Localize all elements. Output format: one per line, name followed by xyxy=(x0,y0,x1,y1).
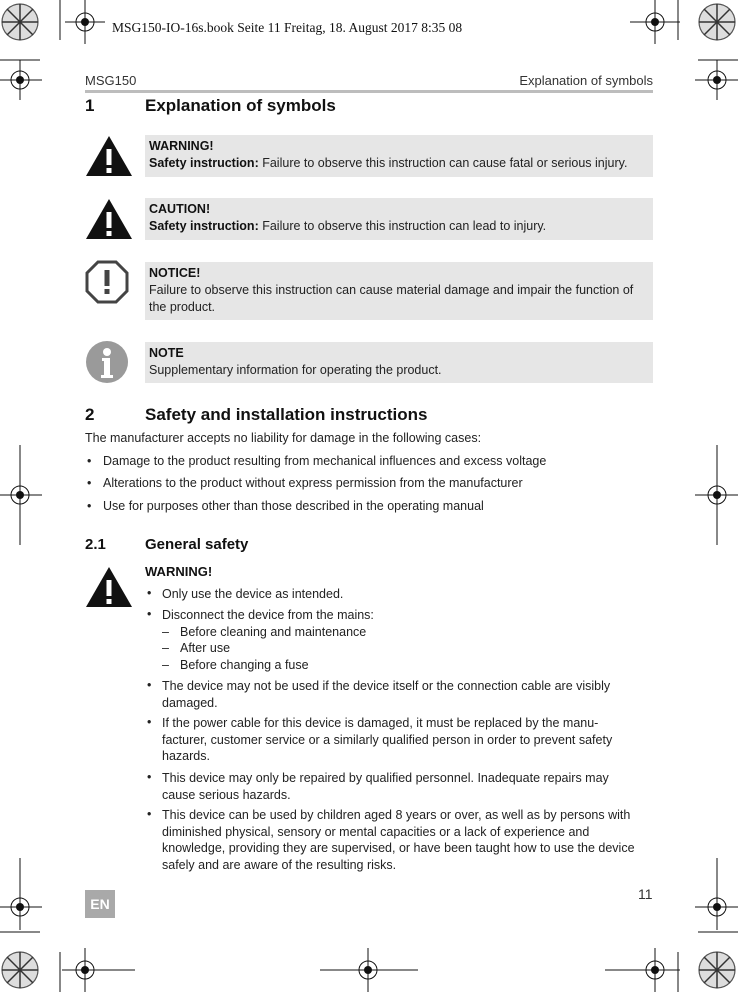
page-number: 11 xyxy=(638,886,653,902)
section-2-intro: The manufacturer accepts no liability for damage in the following cases: xyxy=(85,431,482,445)
bullet-dot: • xyxy=(147,715,152,729)
bullet-dot: • xyxy=(147,607,152,621)
sub-list-item: Before changing a fuse xyxy=(180,658,309,672)
box-text: Supplementary information for operating the product. xyxy=(149,363,442,377)
box-title: NOTE xyxy=(149,346,184,360)
box-text: Failure to observe this instruction can cause material damage and impair the function of the product. xyxy=(149,283,634,314)
section-title: Explanation of symbols xyxy=(145,96,336,115)
bullet-dot: • xyxy=(87,499,92,513)
box-title: CAUTION! xyxy=(149,202,211,216)
dash: – xyxy=(162,658,169,672)
list-item: Damage to the product resulting from mechanical influences and excess voltage xyxy=(103,454,547,468)
caution-box xyxy=(145,198,653,240)
list-item: Only use the device as intended. xyxy=(162,587,344,601)
warning-box xyxy=(145,135,653,177)
bullet-dot: • xyxy=(147,586,152,600)
bullet-dot: • xyxy=(147,770,152,784)
box-text: Failure to observe this instruction can lead to injury. xyxy=(258,219,547,233)
bullet-dot: • xyxy=(147,807,152,821)
list-item: The device may not be used if the device itself or the connection cable are visibly damaged. xyxy=(162,679,611,710)
section-1-heading xyxy=(85,96,645,118)
section-2-1-heading xyxy=(85,536,645,556)
bullet-dot: • xyxy=(87,476,92,490)
box-lead: Safety instruction: xyxy=(149,156,259,170)
running-header-section: Explanation of symbols xyxy=(519,73,653,88)
list-item: This device may only be repaired by qualified personnel. Inadequate repairs may cause serious hazards. xyxy=(162,771,609,802)
header-rule xyxy=(85,90,653,93)
list-item: Alterations to the product without express permission from the manufacturer xyxy=(103,476,523,490)
list-item: This device can be used by children aged 8 years or over, as well as by persons with diminished physical, sensory or mental capacities or a lack of experience and knowledge, providing they are supervised, or have been taught how to use the device safely and are aware of the resulting risks. xyxy=(162,808,635,872)
notice-box xyxy=(145,262,653,320)
warning-triangle-icon xyxy=(85,197,133,241)
list-item: Disconnect the device from the mains: xyxy=(162,608,374,622)
section-number: 1 xyxy=(85,96,95,115)
box-title: WARNING! xyxy=(149,139,214,153)
box-title: NOTICE! xyxy=(149,266,201,280)
language-tab: EN xyxy=(85,890,115,918)
section-title: Safety and installation instructions xyxy=(145,405,428,424)
dash: – xyxy=(162,625,169,639)
book-file-line: MSG150-IO-16s.book Seite 11 Freitag, 18. August 2017 8:35 08 xyxy=(112,20,463,35)
section-2-heading xyxy=(85,405,645,427)
info-circle-icon xyxy=(85,340,129,384)
section-number: 2 xyxy=(85,405,95,424)
box-lead: Safety instruction: xyxy=(149,219,259,233)
warning-triangle-icon xyxy=(85,565,133,609)
bullet-dot: • xyxy=(87,454,92,468)
notice-octagon-icon xyxy=(85,260,129,304)
dash: – xyxy=(162,641,169,655)
box-text: Failure to observe this instruction can cause fatal or serious injury. xyxy=(258,156,628,170)
sub-list-item: Before cleaning and maintenance xyxy=(180,625,367,639)
section-title: General safety xyxy=(145,536,249,553)
bullet-dot: • xyxy=(147,678,152,692)
list-item: Use for purposes other than those described in the operating manual xyxy=(103,499,484,513)
warning-label: WARNING! xyxy=(145,564,213,579)
sub-list-item: After use xyxy=(180,641,231,655)
running-header-model: MSG150 xyxy=(85,73,137,88)
warning-triangle-icon xyxy=(85,134,133,178)
section-number: 2.1 xyxy=(85,536,106,553)
list-item: If the power cable for this device is damaged, it must be replaced by the manu-facturer, customer service or a similarly qualified person in order to prevent safety hazards. xyxy=(162,716,613,763)
note-box xyxy=(145,342,653,383)
